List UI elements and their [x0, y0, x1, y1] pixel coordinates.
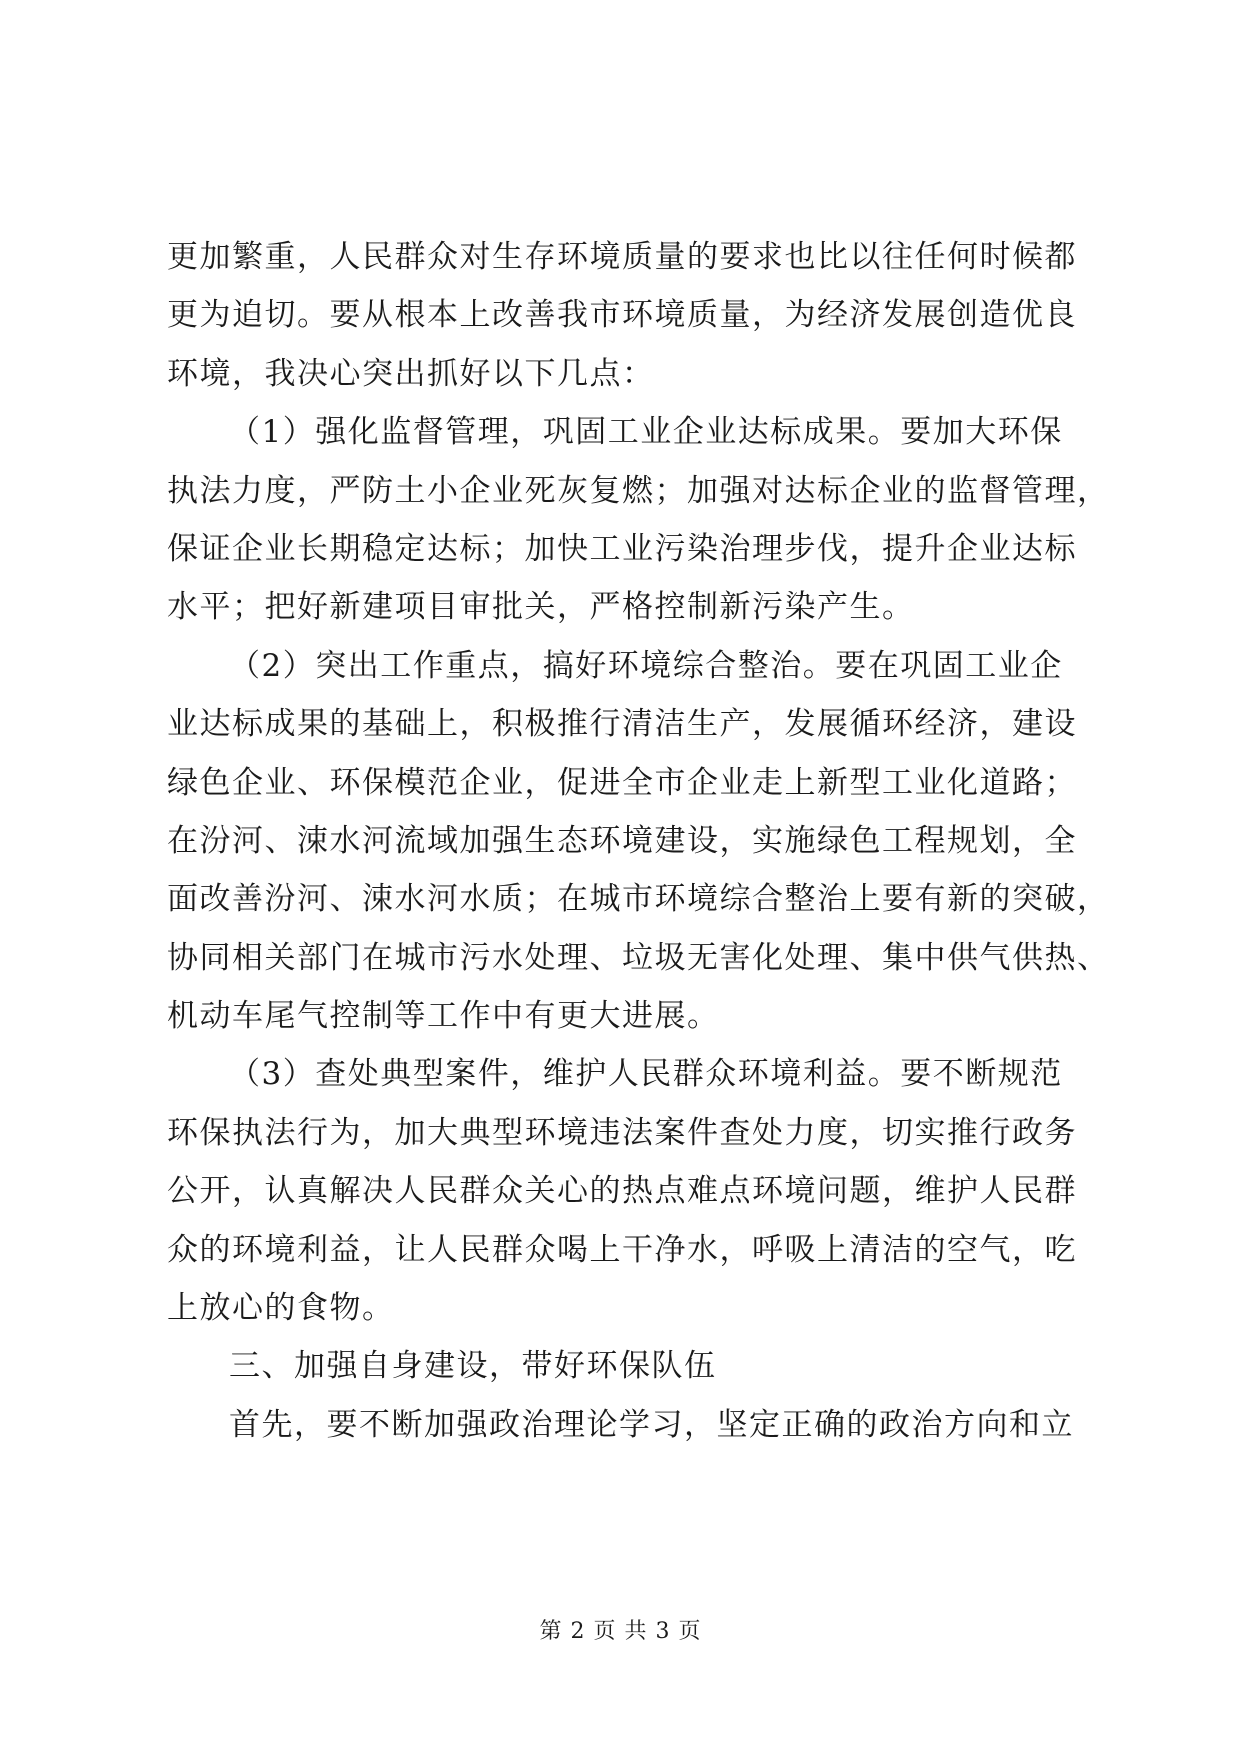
text-line-7: 水平；把好新建项目审批关，严格控制新污染产生。 — [167, 589, 915, 626]
text-line-2: 更为迫切。要从根本上改善我市环境质量，为经济发展创造优良 — [167, 297, 1077, 334]
text-line-4: （1）强化监督管理，巩固工业企业达标成果。要加大环保 — [229, 414, 1063, 451]
text-line-5: 执法力度，严防土小企业死灰复燃；加强对达标企业的监督管理， — [167, 472, 1110, 509]
text-line-14: 机动车尾气控制等工作中有更大进展。 — [167, 998, 720, 1035]
section-heading: 三、加强自身建设，带好环保队伍 — [229, 1348, 717, 1385]
text-line-15: （3）查处典型案件，维护人民群众环境利益。要不断规范 — [229, 1056, 1063, 1093]
page-number-footer: 第 2 页 共 3 页 — [539, 1619, 702, 1644]
text-line-6: 保证企业长期稳定达标；加快工业污染治理步伐，提升企业达标 — [167, 530, 1077, 567]
text-line-12: 面改善汾河、涑水河水质；在城市环境综合整治上要有新的突破， — [167, 881, 1110, 918]
text-line-18: 众的环境利益，让人民群众喝上干净水，呼吸上清洁的空气，吃 — [167, 1231, 1077, 1268]
text-line-17: 公开，认真解决人民群众关心的热点难点环境问题，维护人民群 — [167, 1173, 1077, 1210]
text-line-3: 环境，我决心突出抓好以下几点： — [167, 355, 655, 392]
text-line-8: （2）突出工作重点，搞好环境综合整治。要在巩固工业企 — [229, 647, 1063, 684]
text-line-21: 首先，要不断加强政治理论学习，坚定正确的政治方向和立 — [229, 1406, 1074, 1443]
text-line-16: 环保执法行为，加大典型环境违法案件查处力度，切实推行政务 — [167, 1114, 1077, 1151]
text-line-13: 协同相关部门在城市污水处理、垃圾无害化处理、集中供气供热、 — [167, 939, 1110, 976]
text-line-9: 业达标成果的基础上，积极推行清洁生产，发展循环经济，建设 — [167, 706, 1077, 743]
text-line-10: 绿色企业、环保模范企业，促进全市企业走上新型工业化道路； — [167, 764, 1077, 801]
text-line-11: 在汾河、涑水河流域加强生态环境建设，实施绿色工程规划，全 — [167, 822, 1077, 859]
document-body — [167, 228, 1110, 1454]
text-line-19: 上放心的食物。 — [167, 1290, 395, 1327]
text-line-1: 更加繁重，人民群众对生存环境质量的要求也比以往任何时候都 — [167, 239, 1077, 275]
